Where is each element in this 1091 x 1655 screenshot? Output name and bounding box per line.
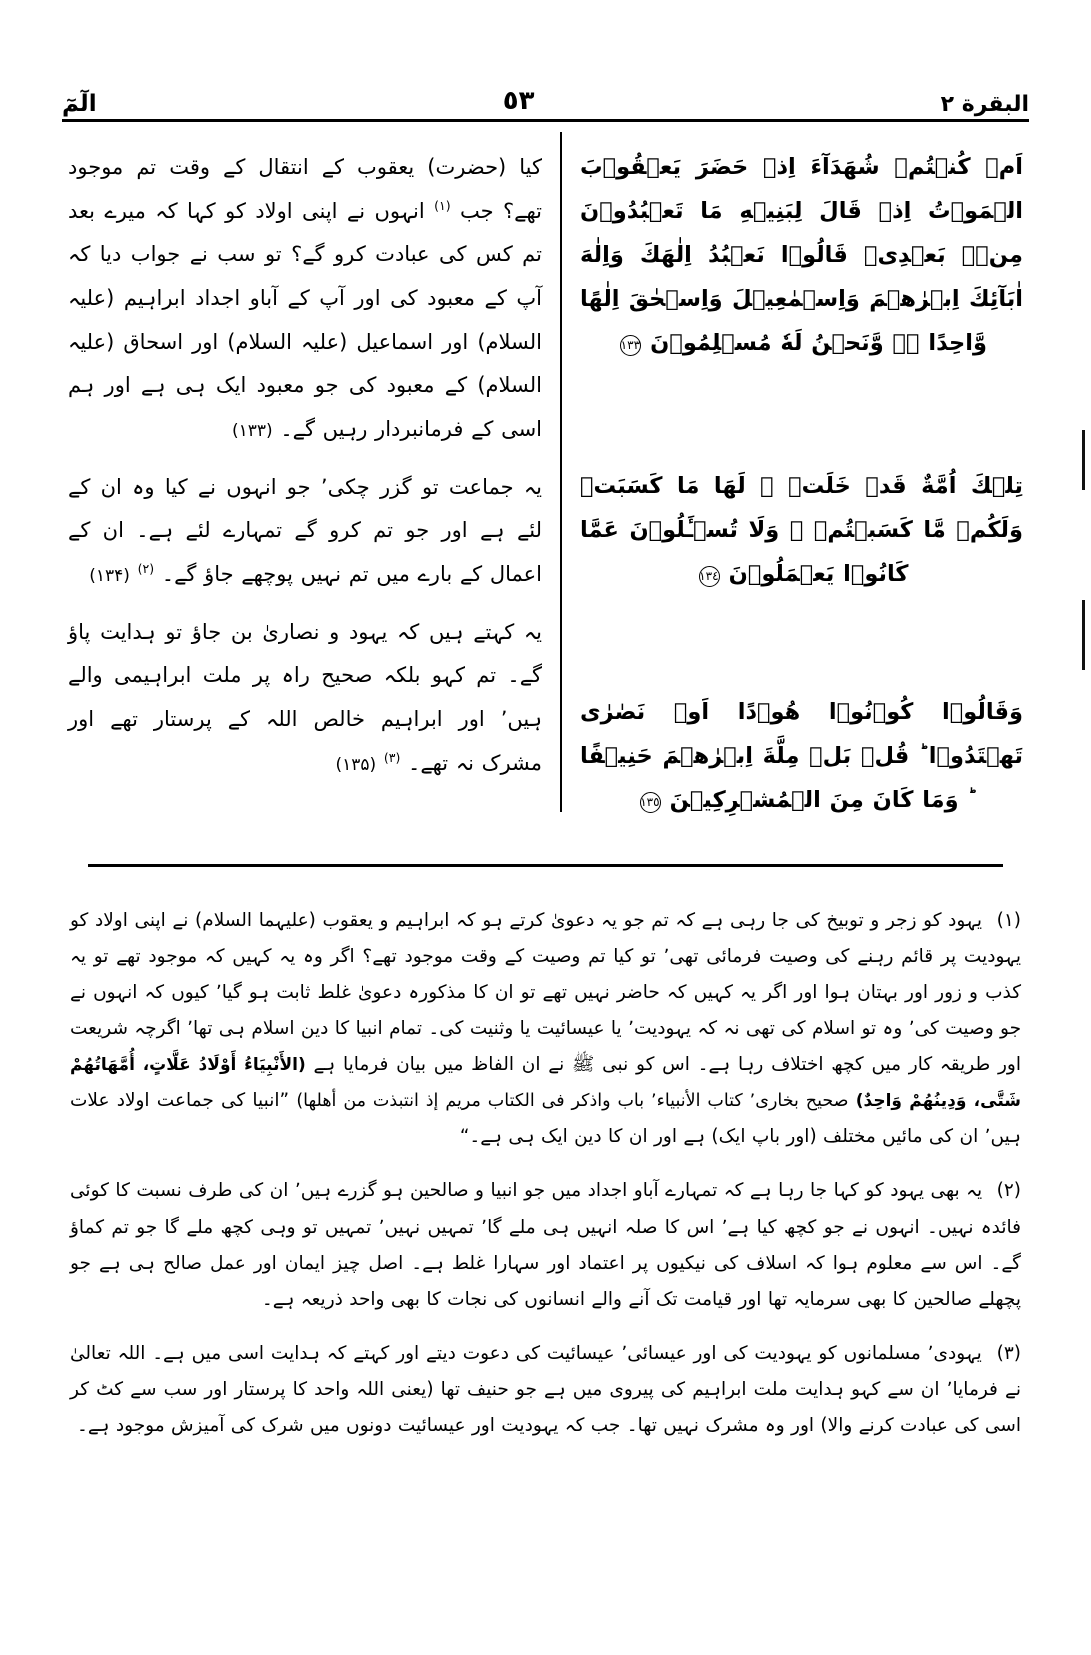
urdu-text-segment: کیا (حضرت) یعقوب کے انتقال کے وقت تم موجود تھے؟ جب bbox=[68, 155, 543, 223]
ayah-number-marker: ١٣٤ bbox=[699, 566, 720, 587]
footnote-item bbox=[70, 903, 1021, 1155]
ayah-text: تِلۡكَ اُمَّةٌ قَدۡ خَلَتۡ ۚ لَهَا مَا كَسَبَتۡ وَلَكُمۡ مَّا كَسَبۡتُمۡ ۚ وَلَا تُسۡـَٔلُوۡنَ عَمَّا كَانُوۡا يَعۡمَلُوۡنَ bbox=[580, 473, 1023, 588]
footnote-marker: (۱) bbox=[996, 909, 1021, 931]
scan-edge-mark bbox=[1082, 430, 1085, 490]
hadith-arabic-text: (الأَنْبِيَاءُ أَوْلَادُ عَلَّاتٍ، أُمَّهَاتُهُمْ شَتَّى، وَدِينُهُمْ وَاحِدٌ) bbox=[70, 1054, 1021, 1111]
urdu-paragraph bbox=[68, 611, 542, 786]
verse-reference: (۱۳۵) bbox=[335, 754, 377, 775]
ayah-block bbox=[580, 691, 1023, 823]
footnote-text: یہودی٬ مسلمانوں کو یہودیت کی اور عیسائی٬ عیسائیت کی دعوت دیتے اور کہتے کہ ہدایت اسی میں ہے۔ اللہ تعالیٰ نے فرمایا٬ ان سے کہو ہدایت ملت ابراہیم کی پیروی میں ہے جو حنیف تھا (یعنی اللہ واحد کا پرستار اور سب سے کٹ کر اسی کی عبادت کرنے والا) اور وہ مشرک نہیں تھا۔ جب کہ یہودیت اور عیسائیت دونوں میں شرک کی آمیزش موجود ہے۔ bbox=[70, 1343, 1021, 1437]
scan-edge-mark bbox=[1082, 600, 1085, 670]
footnote-text: یہود کو زجر و توبیخ کی جا رہی ہے کہ تم جو یہ دعویٰ کرتے ہو کہ ابراہیم و یعقوب (علیہما السلام) نے اپنی اولاد کو یہودیت پر قائم رہنے کی وصیت فرمائی تھی٬ تو کیا تم وصیت کے وقت موجود تھے؟ اگر وہ یہ کہیں کہ موجود تھے تو یہ کذب و زور اور بہتان ہوا اور اگر یہ کہیں کہ حاضر نہیں تھے تو ان کا مذکورہ دعویٰ غلط ثابت ہو گیا٬ کیوں کہ انہوں نے جو وصیت کی٬ وہ تو اسلام کی تھی نہ کہ یہودیت٬ یا عیسائیت یا وثنیت کی۔ تمام انبیا کا دین اسلام ہی تھا٬ اگرچہ شریعت اور طریقہ کار میں کچھ اختلاف رہا ہے۔ اس کو نبی ﷺ نے ان الفاظ میں بیان فرمایا ہے bbox=[70, 909, 1022, 1075]
header-divider bbox=[62, 119, 1029, 122]
verse-reference: (۱۳۳) bbox=[231, 421, 273, 442]
footnote-marker: (۲) bbox=[996, 1180, 1021, 1202]
ayah-number-marker: ١٣٣ bbox=[620, 335, 641, 356]
urdu-translation-column bbox=[62, 132, 560, 812]
ayah-text: وَقَالُوۡا كُوۡنُوۡا هُوۡدًا اَوۡ نَصٰرٰى تَهۡتَدُوۡا ؕ قُلۡ بَلۡ مِلَّةَ اِبۡرٰهٖمَ حَنِيۡفًا ؕ وَمَا كَانَ مِنَ الۡمُشۡرِكِيۡنَ bbox=[580, 699, 1023, 813]
ayah-number-marker: ١٣٥ bbox=[640, 792, 661, 813]
footnote-item bbox=[70, 1173, 1021, 1317]
header-juz-label: الٓمٓ bbox=[62, 91, 97, 117]
ayah-block bbox=[580, 146, 1023, 365]
urdu-text-segment: یہ جماعت تو گزر چکی٬ جو انہوں نے کیا وہ ان کے لئے ہے اور جو تم کرو گے تمہارے لئے ہے۔ ان کے اعمال کے بارے میں تم نہیں پوچھے جاؤ گے۔ bbox=[68, 474, 543, 587]
verse-reference: (۱۳۴) bbox=[89, 566, 130, 587]
footnotes-section bbox=[70, 884, 1021, 1625]
ayah-spacer bbox=[580, 395, 1023, 465]
footnote-item bbox=[70, 1336, 1021, 1444]
urdu-paragraph bbox=[68, 146, 542, 452]
urdu-text-segment: یہ کہتے ہیں کہ یہود و نصاریٰ بن جاؤ تو ہدایت پاؤ گے۔ تم کہو بلکہ صحیح راہ پر ملت ابراہیمی والے ہیں٬ اور ابراہیم خالص اللہ کے پرستار تھے اور مشرک نہ تھے۔ bbox=[68, 619, 543, 775]
main-content bbox=[62, 132, 1029, 812]
page-header bbox=[62, 68, 1029, 116]
footnote-divider bbox=[88, 864, 1003, 867]
arabic-column bbox=[560, 132, 1029, 812]
hadith-translation: ”انبیا کی جماعت اولاد علات ہیں٬ ان کی مائیں مختلف (اور باپ ایک) ہے اور ان کا دین ایک ہی ہے۔“ bbox=[70, 1089, 1021, 1147]
ayah-spacer bbox=[580, 627, 1023, 691]
ayah-text: اَمۡ كُنۡتُمۡ شُهَدَآءَ اِذۡ حَضَرَ يَعۡقُوۡبَ الۡمَوۡتُ اِذۡ قَالَ لِبَنِيۡهِ مَا تَعۡبُدُوۡنَ مِنۡۢ بَعۡدِىۡ قَالُوۡا نَعۡبُدُ اِلٰهَكَ وَاِلٰهَ اٰبَآئِكَ اِبۡرٰهٖمَ وَاِسۡمٰعِيۡلَ وَاِسۡحٰقَ اِلٰهًا وَّاحِدًا ۖۚ وَّنَحۡنُ لَهٗ مُسۡلِمُوۡنَ bbox=[580, 154, 1023, 356]
footnote-marker: (۳) bbox=[996, 1343, 1021, 1365]
footnote-reference[interactable]: (۱) bbox=[434, 197, 451, 213]
hadith-citation: صحیح بخاری٬ کتاب الأنبیاء٬ باب واذکر فی الکتاب مریم إذ انتبذت من أهلها) bbox=[296, 1090, 849, 1111]
ayah-block bbox=[580, 465, 1023, 597]
header-surah-label: البقرة ٢ bbox=[940, 92, 1029, 117]
page-number: ٥٣ bbox=[502, 86, 535, 116]
footnote-reference[interactable]: (۳) bbox=[383, 749, 401, 765]
footnote-reference[interactable]: (۲) bbox=[137, 561, 155, 577]
urdu-text-segment: انہوں نے اپنی اولاد کو کہا کہ میرے بعد تم کس کی عبادت کرو گے؟ تو سب نے جواب دیا کہ آپ کے معبود کی اور آپ کے آباو اجداد ابراہیم (علیہ السلام) اور اسماعیل (علیہ السلام) اور اسحاق (علیہ السلام) کے معبود کی جو معبود ایک ہی ہے اور ہم اسی کے فرمانبردار رہیں گے۔ bbox=[68, 198, 543, 442]
urdu-paragraph bbox=[68, 466, 542, 597]
footnote-text: یہ بھی یہود کو کہا جا رہا ہے کہ تمہارے آباو اجداد میں جو انبیا و صالحین ہو گزرے ہیں٬ ان کی طرف نسبت کا کوئی فائدہ نہیں۔ انہوں نے جو کچھ کیا ہے٬ اس کا صلہ انہیں ہی ملے گا٬ تمہیں نہیں٬ تمہیں تو وہی کچھ ملے گا جو تم کماؤ گے۔ اس سے معلوم ہوا کہ اسلاف کی نیکیوں پر اعتماد اور سہارا غلط ہے۔ اصل چیز ایمان اور عمل صالح ہی ہے جو پچھلے صالحین کا بھی سرمایہ تھا اور قیامت تک آنے والے انسانوں کی نجات کا بھی واحد ذریعہ ہے۔ bbox=[70, 1180, 1021, 1310]
